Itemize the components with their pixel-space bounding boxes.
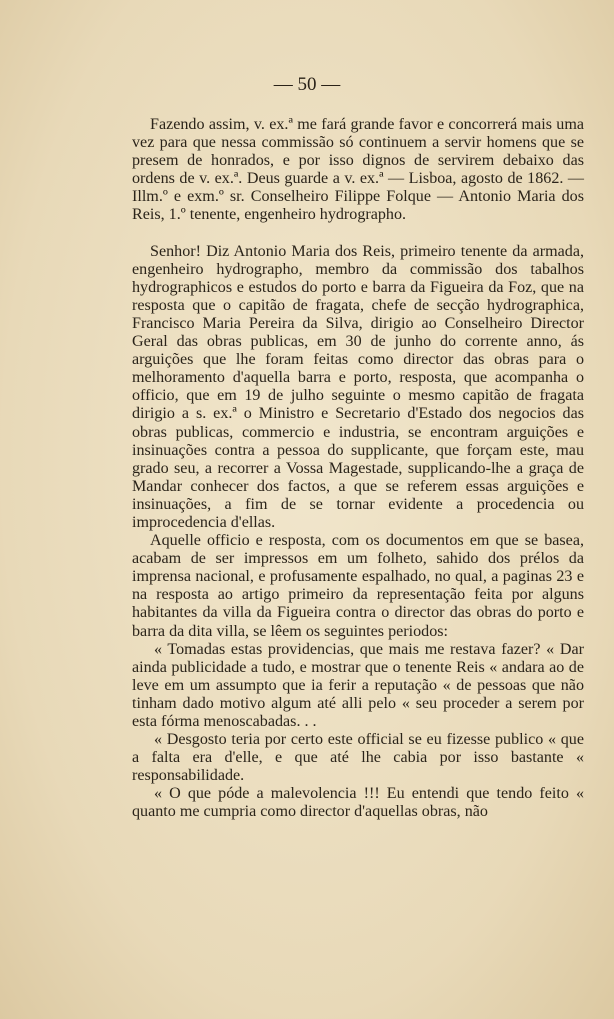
paragraph-pamphlet: Aquelle officio e resposta, com os documentos em que se basea, acabam de ser impressos em um folheto, sahido dos prélos da imprensa nacional, e profusamente espalhado, no qual, a paginas 23 e na resposta ao artigo primeiro da representação feita por alguns habitantes da villa da Figueira contra o director das obras do porto e barra da dita villa, se lêem os seguintes periodos: xyxy=(132,532,584,640)
body-text xyxy=(132,116,584,822)
quote-paragraph: « O que póde a malevolencia !!! Eu entendi que tendo feito « quanto me cumpria como director d'aquellas obras, não xyxy=(132,785,584,821)
page-number: — 50 — xyxy=(273,74,341,95)
paragraph-petition: Senhor! Diz Antonio Maria dos Reis, primeiro tenente da armada, engenheiro hydrographo, membro da commissão dos tabalhos hydrographicos e estudos do porto e barra da Figueira da Foz, que na resposta que o capitão de fragata, chefe de secção hydrographica, Francisco Maria Pereira da Silva, dirigio ao Conselheiro Director Geral das obras publicas, em 30 de junho do corrente anno, ás arguições que lhe foram feitas como director das obras para o melhoramento d'aquella barra e porto, resposta, que acompanha o officio, que em 19 de julho seguinte o mesmo capitão de fragata dirigio a s. ex.ª o Ministro e Secretario d'Estado dos negocios das obras publicas, commercio e industria, se encontram arguições e insinuações contra a pessoa do supplicante, que forçam este, mau grado seu, a recorrer a Vossa Magestade, supplicando-lhe a graça de Mandar conhecer dos factos, a que se referem essas arguições e insinuações, a fim de se tornar evidente a procedencia ou improcedencia d'ellas. xyxy=(132,242,584,531)
quote-paragraph: « Tomadas estas providencias, que mais me restava fazer? « Dar ainda publicidade a tudo, e mostrar que o tenente Reis « andara ao de leve em um assumpto que ia ferir a reputação « de pessoas que não tinham dado motivo algum até alli pelo « seu proceder a serem por esta fórma menoscabadas. . . xyxy=(132,640,584,730)
paragraph-closing-letter: Fazendo assim, v. ex.ª me fará grande favor e concorrerá mais uma vez para que nessa commissão só continuem a servir homens que se presem de honrados, e por isso dignos de servirem debaixo das ordens de v. ex.ª. Deus guarde a v. ex.ª — Lisboa, agosto de 1862. — Illm.º e exm.º sr. Conselheiro Filippe Folque — Antonio Maria dos Reis, 1.º tenente, engenheiro hydrographo. xyxy=(132,116,584,224)
quote-paragraph: « Desgosto teria por certo este official se eu fizesse publico « que a falta era d'elle, e que até lhe cabia por isso bastante « responsabilidade. xyxy=(132,731,584,785)
